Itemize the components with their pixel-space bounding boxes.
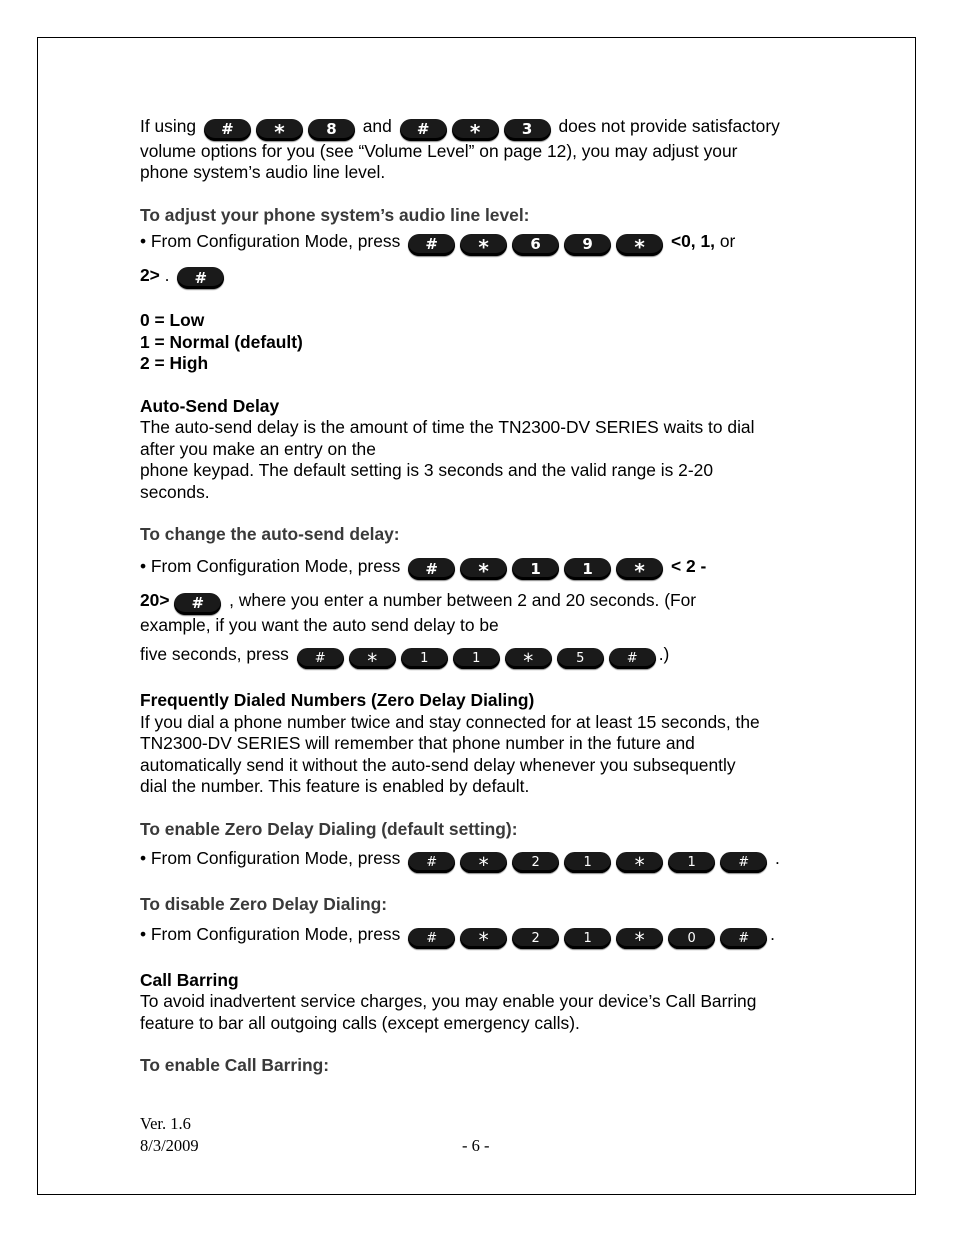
intro-text: phone system’s audio line level. (140, 162, 386, 182)
digit-2-key-icon: 2 (512, 852, 559, 873)
paragraph-line: TN2300-DV SERIES will remember that phone number in the future and (140, 733, 695, 753)
key-sequence (400, 119, 551, 144)
star-key-icon: * (616, 234, 663, 256)
digit-6-key-icon: 6 (512, 234, 559, 256)
star-key-icon: * (349, 648, 396, 669)
or-text: or (714, 231, 736, 251)
digit-1-key-icon: 1 (564, 928, 611, 949)
pound-key-icon: # (408, 928, 455, 949)
star-key-icon: * (460, 852, 507, 873)
auto-send-instruction (140, 556, 820, 581)
pound-key-icon: # (297, 648, 344, 669)
dot-text: . (770, 923, 775, 944)
digit-8-key-icon: 8 (308, 119, 355, 141)
key-sequence (408, 928, 767, 952)
instruction-text: example, if you want the auto send delay to be (140, 614, 499, 635)
auto-send-paragraph (140, 417, 820, 503)
pound-key-icon: # (720, 928, 767, 949)
level-low: 0 = Low (140, 310, 205, 330)
pound-key-icon: # (408, 852, 455, 873)
zero-delay-enable-subheading: To enable Zero Delay Dialing (default setting): (140, 818, 518, 839)
instruction-text: • From Configuration Mode, press (140, 231, 401, 251)
key-sequence (204, 119, 355, 144)
key-sequence (297, 648, 656, 673)
digit-1-key-icon: 1 (512, 558, 559, 580)
call-barring-heading: Call Barring (140, 969, 239, 990)
call-barring-subheading: To enable Call Barring: (140, 1055, 330, 1075)
paragraph-line: To avoid inadvertent service charges, you may enable your device’s Call Barring (140, 991, 757, 1011)
digit-9-key-icon: 9 (564, 234, 611, 256)
star-key-icon: * (505, 648, 552, 669)
pound-key-icon: # (174, 593, 221, 615)
instruction-text: , where you enter a number between 2 and 20 seconds. (For (224, 590, 697, 610)
key-sequence (408, 558, 663, 583)
star-key-icon: * (256, 119, 303, 141)
options-text: <0, 1, (670, 231, 715, 251)
document-body (140, 116, 820, 1077)
date-text: 8/3/2009 (140, 1136, 199, 1155)
intro-text: does not provide satisfactory (558, 116, 780, 136)
star-key-icon: * (452, 119, 499, 141)
digit-1-key-icon: 1 (564, 558, 611, 580)
instruction-text: • From Configuration Mode, press (140, 848, 401, 868)
digit-1-key-icon: 1 (564, 852, 611, 873)
star-key-icon: * (616, 852, 663, 873)
digit-2-key-icon: 2 (512, 928, 559, 949)
key-sequence (408, 234, 663, 259)
intro-text: If using (140, 116, 197, 136)
paragraph-line: after you make an entry on the (140, 438, 376, 459)
intro-text: and (362, 116, 392, 136)
auto-send-heading: Auto-Send Delay (140, 395, 280, 416)
zero-delay-disable-subheading: To disable Zero Delay Dialing: (140, 894, 388, 914)
dot-text: . (159, 264, 170, 285)
audio-instruction (140, 231, 820, 259)
pound-key-icon: # (408, 558, 455, 580)
digit-1-key-icon: 1 (453, 648, 500, 669)
star-key-icon: * (616, 928, 663, 949)
key-sequence (408, 852, 767, 877)
call-barring-paragraph (140, 991, 820, 1034)
instruction-text: • From Configuration Mode, press (140, 923, 401, 944)
paragraph-line: If you dial a phone number twice and stay connected for at least 15 seconds, the (140, 711, 760, 732)
paragraph-line: automatically send it without the auto-send delay whenever you subsequently (140, 754, 736, 775)
digit-0-key-icon: 0 (668, 928, 715, 949)
auto-send-instruction-end (140, 590, 820, 636)
digit-5-key-icon: 5 (557, 648, 604, 669)
digit-3-key-icon: 3 (504, 119, 551, 141)
star-key-icon: * (616, 558, 663, 580)
version-text: Ver. 1.6 (140, 1114, 191, 1133)
key-sequence (177, 267, 224, 289)
zero-delay-heading: Frequently Dialed Numbers (Zero Delay Dialing) (140, 690, 535, 710)
range-text: < 2 - (670, 555, 707, 576)
range-end-text: 20> (140, 590, 170, 610)
pound-key-icon: # (400, 119, 447, 141)
dot-text: . (770, 848, 780, 868)
star-key-icon: * (460, 234, 507, 256)
digit-1-key-icon: 1 (401, 648, 448, 669)
options-end-text: 2> (140, 264, 160, 285)
zero-delay-enable-instruction (140, 848, 820, 877)
level-normal: 1 = Normal (default) (140, 331, 303, 352)
pound-key-icon: # (204, 119, 251, 141)
paragraph-line: feature to bar all outgoing calls (except emergency calls). (140, 1012, 580, 1033)
paragraph-line: phone keypad. The default setting is 3 seconds and the valid range is 2-20 (140, 460, 713, 480)
example-text: five seconds, press (140, 644, 289, 664)
paragraph-line: The auto-send delay is the amount of time the TN2300-DV SERIES waits to dial (140, 417, 755, 437)
example-end: .) (658, 644, 670, 664)
pound-key-icon: # (720, 852, 767, 873)
level-list (140, 310, 820, 375)
star-key-icon: * (460, 558, 507, 580)
auto-send-example (140, 644, 820, 673)
auto-send-subheading: To change the auto-send delay: (140, 524, 400, 544)
zero-delay-paragraph (140, 712, 820, 798)
pound-key-icon: # (177, 267, 224, 289)
audio-heading: To adjust your phone system’s audio line level: (140, 204, 530, 225)
pound-key-icon: # (609, 648, 656, 669)
digit-1-key-icon: 1 (668, 852, 715, 873)
paragraph-line: dial the number. This feature is enabled by default. (140, 776, 530, 796)
intro-text: volume options for you (see “Volume Level” on page 12), you may adjust your (140, 140, 738, 161)
pound-key-icon: # (408, 234, 455, 256)
zero-delay-disable-instruction (140, 923, 820, 952)
page-footer (140, 1113, 820, 1157)
intro-paragraph (140, 116, 820, 184)
paragraph-line: seconds. (140, 481, 210, 502)
audio-instruction-end (140, 265, 820, 290)
key-sequence (174, 593, 221, 615)
page-number: - 6 - (462, 1136, 490, 1155)
star-key-icon: * (460, 928, 507, 949)
instruction-text: • From Configuration Mode, press (140, 555, 401, 576)
level-high: 2 = High (140, 353, 209, 373)
